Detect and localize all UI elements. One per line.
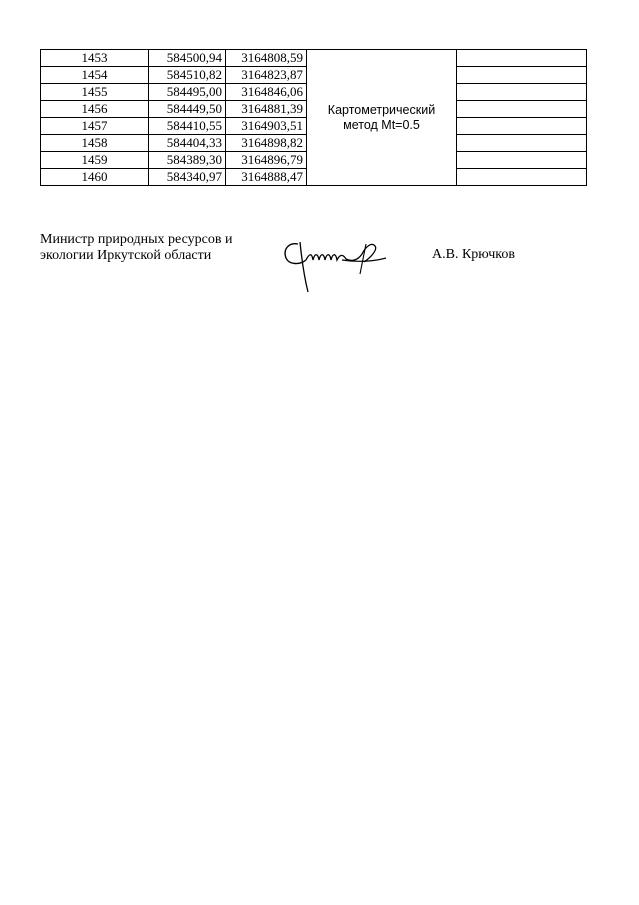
x-coordinate-cell: 584510,82	[149, 67, 226, 84]
point-number-cell: 1456	[41, 101, 149, 118]
table-row	[41, 50, 587, 67]
y-coordinate-cell: 3164881,39	[226, 101, 307, 118]
signatory-title-line-2: экологии Иркутской области	[40, 248, 212, 263]
point-number-cell: 1453	[41, 50, 149, 67]
empty-cell	[457, 67, 587, 84]
y-coordinate-cell: 3164888,47	[226, 169, 307, 186]
method-line-2: метод Mt=0.5	[343, 117, 420, 132]
coordinates-table-body	[41, 50, 587, 186]
point-number-cell: 1459	[41, 152, 149, 169]
point-number-cell: 1458	[41, 135, 149, 152]
x-coordinate-cell: 584389,30	[149, 152, 226, 169]
y-coordinate-cell: 3164898,82	[226, 135, 307, 152]
point-number-cell: 1457	[41, 118, 149, 135]
x-coordinate-cell: 584404,33	[149, 135, 226, 152]
empty-cell	[457, 135, 587, 152]
point-number-cell: 1455	[41, 84, 149, 101]
x-coordinate-cell: 584500,94	[149, 50, 226, 67]
empty-cell	[457, 50, 587, 67]
x-coordinate-cell: 584340,97	[149, 169, 226, 186]
handwritten-signature	[280, 232, 390, 298]
method-line-1: Картометрический	[327, 102, 436, 117]
x-coordinate-cell: 584495,00	[149, 84, 226, 101]
signatory-name: А.В. Крючков	[432, 247, 515, 262]
y-coordinate-cell: 3164903,51	[226, 118, 307, 135]
point-number-cell: 1454	[41, 67, 149, 84]
method-cell	[307, 50, 457, 186]
y-coordinate-cell: 3164808,59	[226, 50, 307, 67]
empty-cell	[457, 101, 587, 118]
y-coordinate-cell: 3164896,79	[226, 152, 307, 169]
empty-cell	[457, 169, 587, 186]
x-coordinate-cell: 584449,50	[149, 101, 226, 118]
coordinates-table	[40, 49, 587, 186]
point-number-cell: 1460	[41, 169, 149, 186]
y-coordinate-cell: 3164846,06	[226, 84, 307, 101]
signatory-title-line-1: Министр природных ресурсов и	[40, 232, 233, 247]
x-coordinate-cell: 584410,55	[149, 118, 226, 135]
signatory-title	[40, 232, 232, 264]
empty-cell	[457, 118, 587, 135]
y-coordinate-cell: 3164823,87	[226, 67, 307, 84]
empty-cell	[457, 152, 587, 169]
empty-cell	[457, 84, 587, 101]
